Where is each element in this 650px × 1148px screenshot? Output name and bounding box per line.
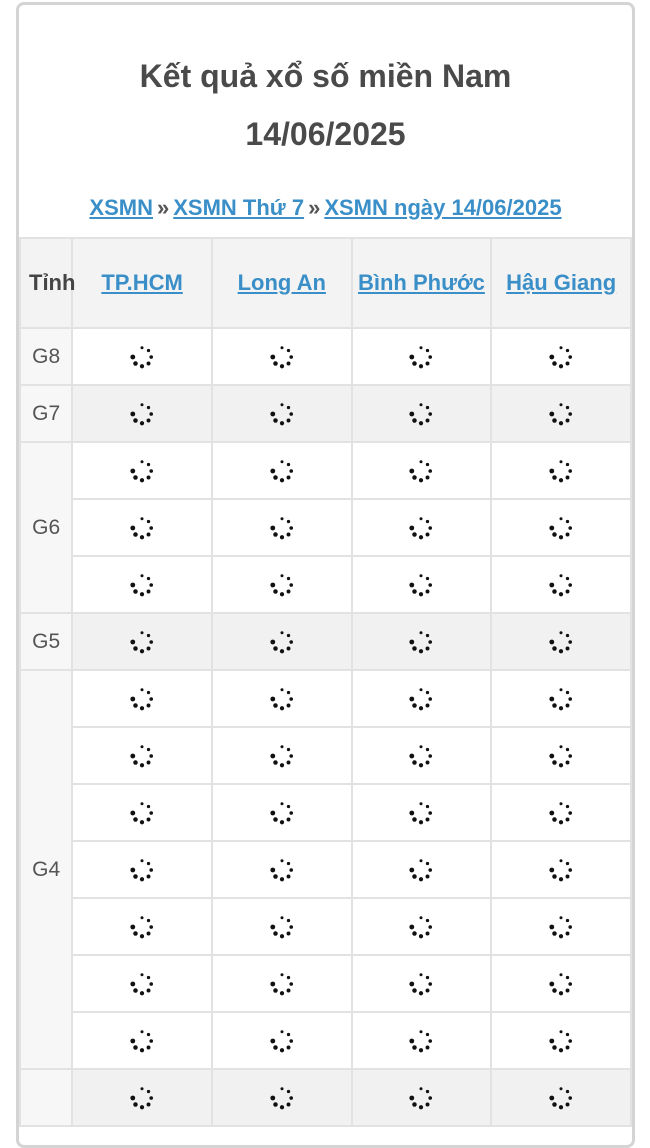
loading-spinner-icon [408,918,434,935]
loading-spinner-icon [129,918,155,935]
province-column-header: Tỉnh [20,238,72,328]
loading-spinner-icon [408,1089,434,1106]
result-cell [212,1069,352,1126]
province-link-long-an[interactable]: Long An [237,270,326,295]
loading-spinner-icon [269,462,295,479]
result-cell [491,385,631,442]
loading-spinner-icon [548,519,574,536]
loading-spinner-icon [548,690,574,707]
loading-spinner-icon [269,747,295,764]
result-cell [491,613,631,670]
result-cell [72,670,212,727]
result-cell [352,499,492,556]
table-row [20,442,631,499]
results-card [16,2,635,1148]
result-cell [491,328,631,385]
result-cell [352,898,492,955]
page-date: 14/06/2025 [245,116,406,152]
breadcrumb [19,195,632,221]
result-cell [72,784,212,841]
loading-spinner-icon [408,975,434,992]
result-cell [352,1012,492,1069]
result-cell [212,328,352,385]
loading-spinner-icon [129,348,155,365]
loading-spinner-icon [269,861,295,878]
result-cell [212,898,352,955]
loading-spinner-icon [269,348,295,365]
loading-spinner-icon [408,690,434,707]
province-header-long-an [212,238,352,328]
table-row [20,670,631,727]
result-cell [352,727,492,784]
result-cell [72,556,212,613]
table-row [20,784,631,841]
result-cell [491,442,631,499]
result-cell [72,499,212,556]
table-row [20,556,631,613]
loading-spinner-icon [129,861,155,878]
result-cell [352,613,492,670]
table-row [20,328,631,385]
results-table [19,237,632,1127]
loading-spinner-icon [269,519,295,536]
result-cell [491,898,631,955]
result-cell [72,385,212,442]
breadcrumb-link-xsmn-date[interactable]: XSMN ngày 14/06/2025 [324,195,562,220]
loading-spinner-icon [129,405,155,422]
table-header-row [20,238,631,328]
result-cell [212,613,352,670]
loading-spinner-icon [269,975,295,992]
loading-spinner-icon [408,462,434,479]
loading-spinner-icon [548,405,574,422]
result-cell [72,442,212,499]
table-row [20,385,631,442]
loading-spinner-icon [408,1032,434,1049]
loading-spinner-icon [269,633,295,650]
loading-spinner-icon [269,405,295,422]
prize-label: G4 [20,670,72,1069]
loading-spinner-icon [408,405,434,422]
loading-spinner-icon [548,918,574,935]
loading-spinner-icon [269,1032,295,1049]
loading-spinner-icon [129,747,155,764]
loading-spinner-icon [548,804,574,821]
result-cell [72,841,212,898]
province-link-binh-phuoc[interactable]: Bình Phước [357,270,485,295]
result-cell [212,784,352,841]
table-row [20,841,631,898]
loading-spinner-icon [269,1089,295,1106]
result-cell [72,328,212,385]
table-row [20,1069,631,1126]
result-cell [72,898,212,955]
loading-spinner-icon [548,633,574,650]
loading-spinner-icon [408,804,434,821]
loading-spinner-icon [548,1032,574,1049]
loading-spinner-icon [408,348,434,365]
loading-spinner-icon [129,1089,155,1106]
province-link-hau-giang[interactable]: Hậu Giang [506,270,617,295]
prize-label [20,1069,72,1126]
result-cell [212,556,352,613]
loading-spinner-icon [129,975,155,992]
result-cell [72,1012,212,1069]
loading-spinner-icon [408,747,434,764]
loading-spinner-icon [548,576,574,593]
table-row [20,613,631,670]
prize-label: G8 [20,328,72,385]
result-cell [212,841,352,898]
result-cell [352,385,492,442]
loading-spinner-icon [548,348,574,365]
result-cell [352,670,492,727]
loading-spinner-icon [269,576,295,593]
result-cell [72,613,212,670]
table-row [20,955,631,1012]
loading-spinner-icon [548,1089,574,1106]
table-row [20,898,631,955]
result-cell [352,955,492,1012]
loading-spinner-icon [129,690,155,707]
result-cell [72,727,212,784]
province-header-tphcm [72,238,212,328]
result-cell [212,670,352,727]
result-cell [352,442,492,499]
prize-body [20,328,631,1126]
loading-spinner-icon [129,804,155,821]
result-cell [72,955,212,1012]
loading-spinner-icon [129,1032,155,1049]
result-cell [212,1012,352,1069]
loading-spinner-icon [129,576,155,593]
result-cell [352,1069,492,1126]
province-header-binh-phuoc [352,238,492,328]
loading-spinner-icon [408,633,434,650]
result-cell [212,499,352,556]
result-cell [491,727,631,784]
loading-spinner-icon [269,804,295,821]
province-header-hau-giang [491,238,631,328]
result-cell [491,784,631,841]
result-cell [352,784,492,841]
loading-spinner-icon [129,462,155,479]
table-row [20,727,631,784]
result-cell [352,556,492,613]
loading-spinner-icon [269,918,295,935]
loading-spinner-icon [408,519,434,536]
prize-label: G5 [20,613,72,670]
loading-spinner-icon [129,519,155,536]
loading-spinner-icon [129,633,155,650]
result-cell [491,1012,631,1069]
table-row [20,1012,631,1069]
loading-spinner-icon [548,975,574,992]
result-cell [212,442,352,499]
result-cell [491,670,631,727]
loading-spinner-icon [269,690,295,707]
result-cell [491,841,631,898]
loading-spinner-icon [408,576,434,593]
prize-label: G6 [20,442,72,613]
result-cell [491,499,631,556]
result-cell [491,556,631,613]
loading-spinner-icon [548,747,574,764]
loading-spinner-icon [548,462,574,479]
loading-spinner-icon [548,861,574,878]
result-cell [212,955,352,1012]
result-cell [491,955,631,1012]
breadcrumb-link-xsmn[interactable]: XSMN [89,195,153,220]
result-cell [491,1069,631,1126]
table-row [20,499,631,556]
breadcrumb-separator: » [308,195,321,220]
prize-label: G7 [20,385,72,442]
breadcrumb-separator: » [156,195,170,220]
result-cell [352,328,492,385]
result-cell [212,727,352,784]
result-cell [212,385,352,442]
loading-spinner-icon [408,861,434,878]
province-link-tphcm[interactable]: TP.HCM [101,270,183,295]
page-title: Kết quả xổ số miền Nam [139,58,512,94]
result-cell [352,841,492,898]
result-cell [72,1069,212,1126]
breadcrumb-link-xsmn-thu7[interactable]: XSMN Thứ 7 [173,195,305,220]
